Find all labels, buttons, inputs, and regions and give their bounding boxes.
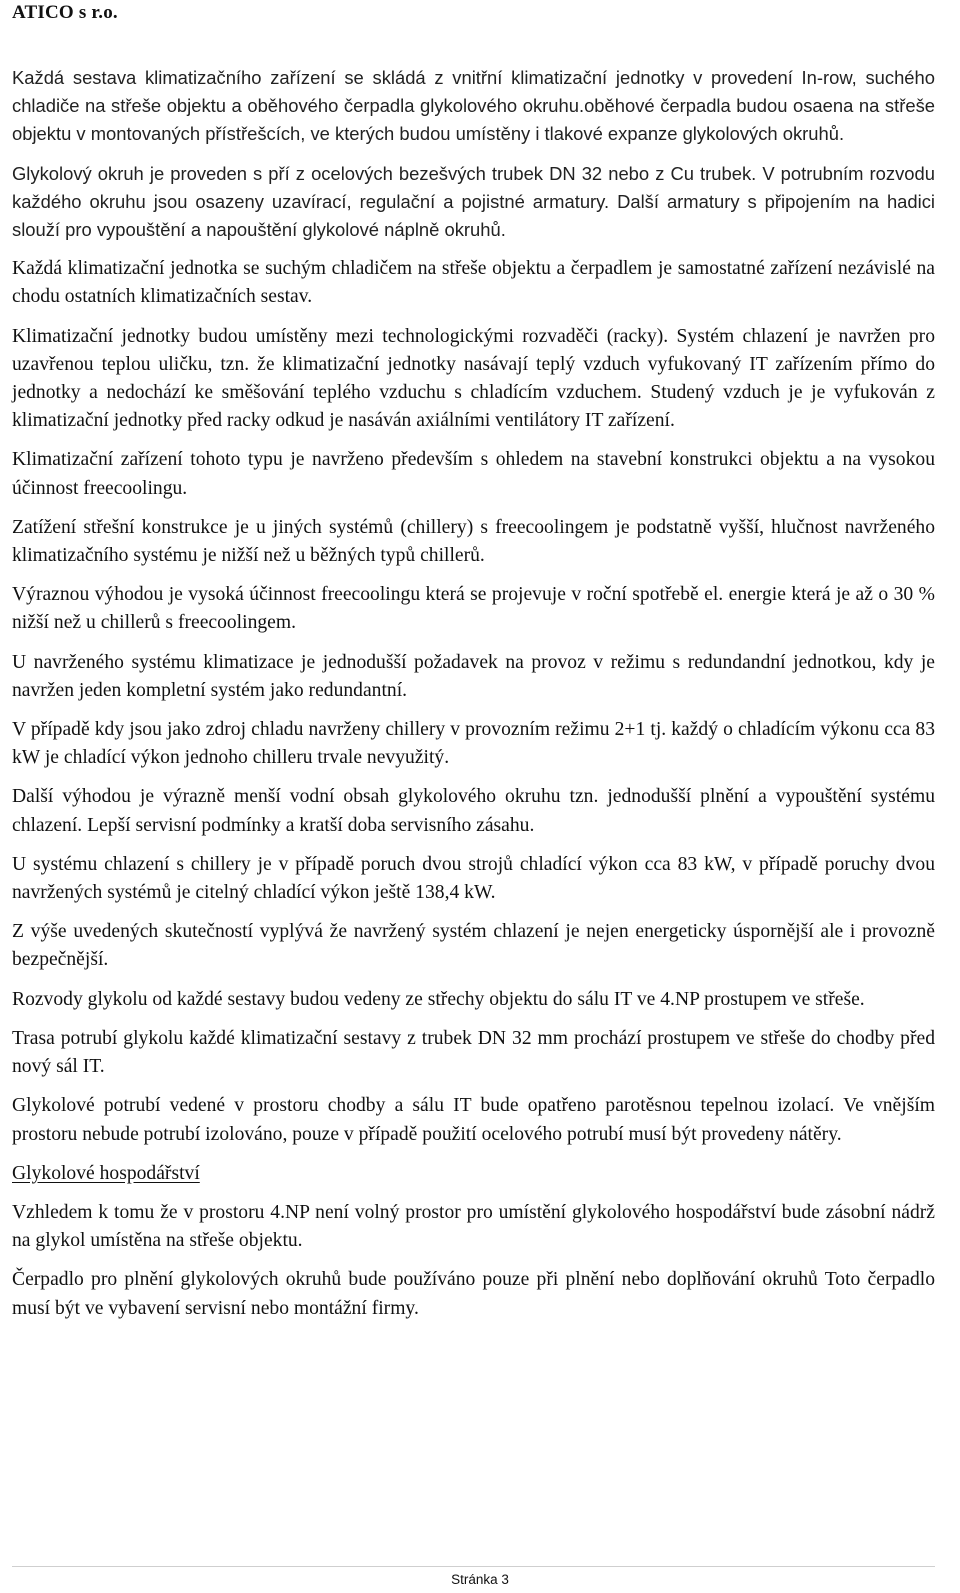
paragraph-pipe-insulation: Glykolové potrubí vedené v prostoru chodby a sálu IT bude opatřeno parotěsnou tepelnou izolací. Ve vnějším prostoru nebude potrubí izolováno, pouze v případě použití ocelového potrubí musí být provedeny nátěry.: [12, 1095, 935, 1145]
company-name: ATICO s r.o.: [12, 2, 118, 23]
section-heading-glycol-management: Glykolové hospodářství: [12, 1162, 200, 1184]
paragraph-glycol-circuit: Glykolový okruh je proveden s pří z ocelových bezešvých trubek DN 32 nebo z Cu trubek. V potrubním rozvodu každého okruhu jsou osazeny uzavírací, regulační a pojistné armatury. Další armatury s připojením na hadici slouží pro vypouštění a napouštění glykolové náplně okruhů.: [12, 162, 935, 241]
document-body: [12, 64, 935, 1334]
paragraph-system-composition: Každá sestava klimatizačního zařízení se skládá z vnitřní klimatizační jednotky v provedení In-row, suchého chladiče na střeše objektu a oběhového čerpadla glykolového okruhu.oběhové čerpadla budou osaena na střeše objektu v montovaných přístřešcích, ve kterých budou umístěny i tlakové expanze glykolových okruhů.: [12, 67, 935, 145]
paragraph-water-content: Další výhodou je výrazně menší vodní obsah glykolového okruhu tzn. jednodušší plnění a vypouštění systému chlazení. Lepší servisní podmínky a kratší doba servisního zásahu.: [12, 786, 935, 836]
paragraph-glycol-tank: Vzhledem k tomu že v prostoru 4.NP není volný prostor pro umístění glykolového hospodářství bude zásobní nádrž na glykol umístěna na střeše objektu.: [12, 1201, 935, 1252]
paragraph-filling-pump: Čerpadlo pro plnění glykolových okruhů bude používáno pouze při plnění nebo doplňování okruhů Toto čerpadlo musí být ve vybavení servisní nebo montážní firmy.: [12, 1269, 935, 1319]
paragraph-chiller-comparison: V případě kdy jsou jako zdroj chladu navrženy chillery v provozním režimu 2+1 tj. každý o chladícím výkonu cca 83 kW je chladící výkon jednoho chilleru trvale nevyužitý.: [12, 719, 935, 769]
paragraph-glycol-routing: Rozvody glykolu od každé sestavy budou vedeny ze střechy objektu do sálu IT ve 4.NP prostupem ve střeše.: [12, 988, 865, 1010]
paragraph-redundancy: U navrženého systému klimatizace je jednodušší požadavek na provoz v režimu s redundandní jednotkou, kdy je navržen jeden kompletní systém jako redundantní.: [12, 651, 935, 701]
paragraph-roof-load: Zatížení střešní konstrukce je u jiných systémů (chillery) s freecoolingem je podstatně vyšší, hlučnost navrženého klimatizačního systému je nižší než u běžných typů chillerů.: [12, 516, 935, 567]
footer-divider: [12, 1566, 935, 1567]
paragraph-failure-capacity: U systému chlazení s chillery je v případě poruch dvou strojů chladící výkon cca 83 kW, v případě poruchy dvou navržených systémů je citelný chladící výkon ještě 138,4 kW.: [12, 853, 935, 904]
paragraph-unit-independence: Každá klimatizační jednotka se suchým chladičem na střeše objektu a čerpadlem je samostatné zařízení nezávislé na chodu ostatních klimatizačních sestav.: [12, 258, 935, 308]
paragraph-pipe-route: Trasa potrubí glykolu každé klimatizační sestavy z trubek DN 32 mm prochází prostupem ve střeše do chodby před nový sál IT.: [12, 1027, 935, 1078]
paragraph-unit-placement: Klimatizační jednotky budou umístěny mezi technologickými rozvaděči (racky). Systém chlazení je navržen pro uzavřenou teplou uličku, tzn. že klimatizační jednotky nasávají teplý vzduch vyfukovaný IT zařízením přímo do jednotky a nedochází ke směšování teplého vzduchu s chladícím vzduchem. Studený vzduch je je vyfukován z klimatizační jednotky před racky odkud je nasáván axiálními ventilátory IT zařízení.: [12, 325, 935, 432]
paragraph-freecooling-advantage: Výraznou výhodou je vysoká účinnost freecoolingu která se projevuje v roční spotřebě el. energie která je až o 30 % nižší než u chillerů s freecoolingem.: [12, 584, 935, 634]
paragraph-conclusion: Z výše uvedených skutečností vyplývá že navržený systém chlazení je nejen energeticky úspornější ale i provozně bezpečnější.: [12, 921, 935, 971]
paragraph-design-purpose: Klimatizační zařízení tohoto typu je navrženo především s ohledem na stavební konstrukci objektu a na vysokou účinnost freecoolingu.: [12, 449, 935, 499]
page-number: Stránka 3: [451, 1572, 509, 1587]
